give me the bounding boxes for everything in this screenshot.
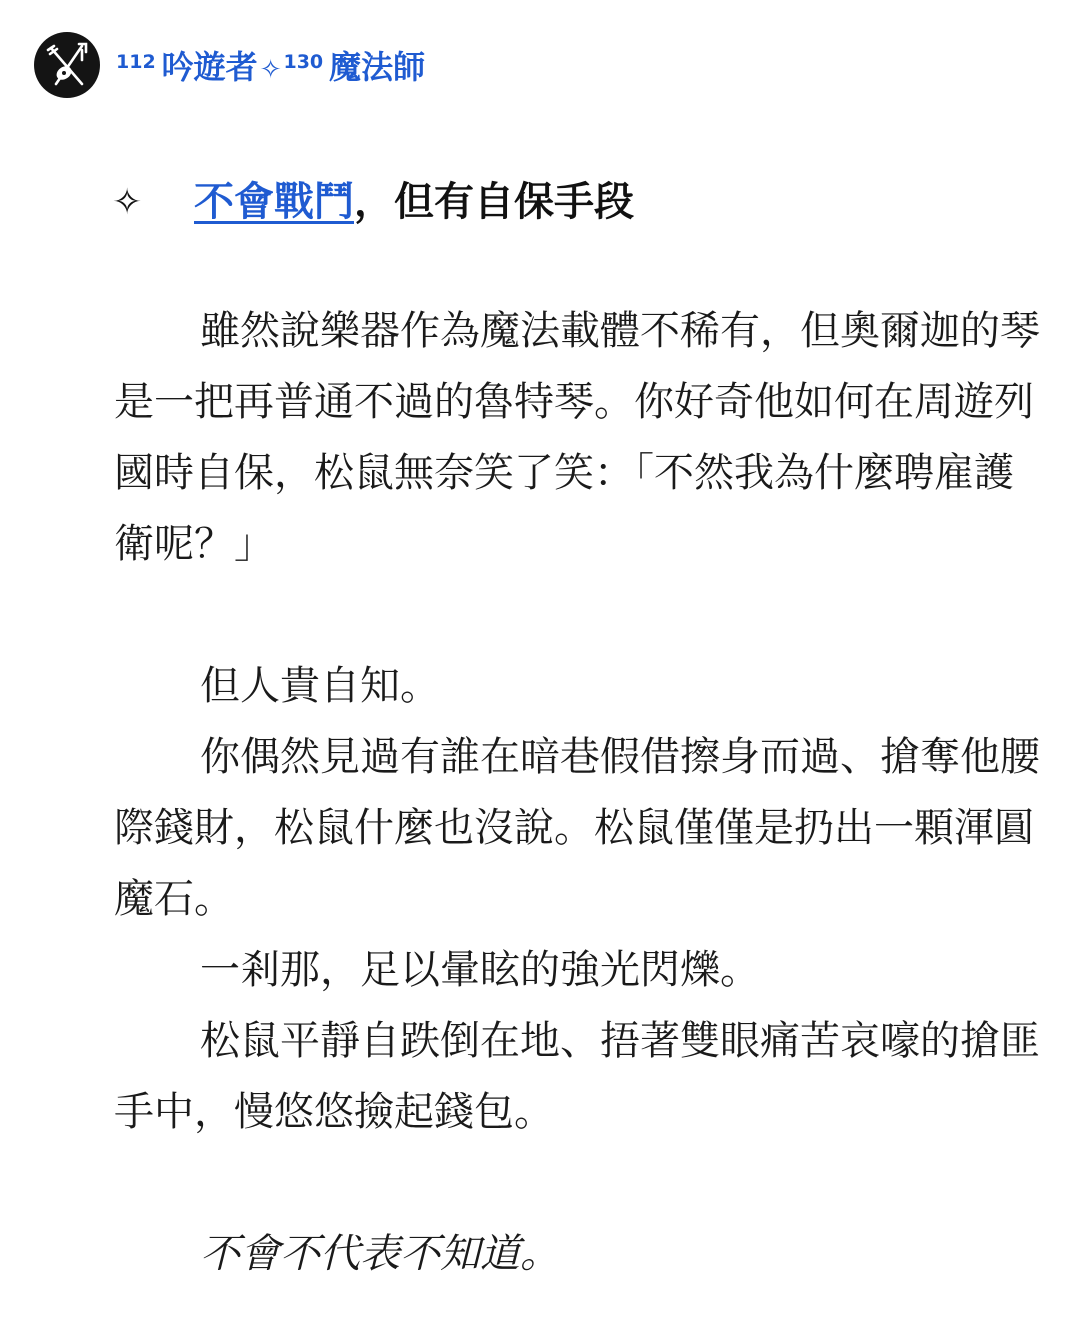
user-tags — [116, 42, 425, 88]
post-header — [34, 32, 425, 98]
paragraph: 你偶然見過有誰在暗巷假借擦身而過、搶奪他腰際錢財，松鼠什麼也沒說。松鼠僅僅是扔出一顆渾圓魔石。 — [114, 734, 1040, 922]
post-body — [114, 296, 1044, 1290]
sparkle-icon: ✧ — [112, 181, 143, 223]
tag-number: 130 — [283, 51, 324, 73]
section-heading — [112, 166, 634, 230]
sparkle-icon: ✧ — [259, 55, 282, 85]
tag-number: 112 — [116, 51, 156, 73]
paragraph: 一剎那，足以暈眩的強光閃爍。 — [200, 947, 760, 993]
tag-label[interactable]: 魔法師 — [329, 48, 426, 86]
heading-link[interactable]: 不會戰鬥 — [194, 178, 354, 225]
heading-text: ，但有自保手段 — [354, 178, 634, 225]
closing-line: 不會不代表不知道。 — [200, 1231, 560, 1277]
tag-label[interactable]: 吟遊者 — [161, 48, 258, 86]
paragraph: 但人貴自知。 — [200, 663, 440, 709]
paragraph: 雖然說樂器作為魔法載體不稀有，但奧爾迦的琴是一把再普通不過的魯特琴。你好奇他如何在周遊列國時自保，松鼠無奈笑了笑：「不然我為什麼聘雇護衛呢？」 — [114, 308, 1040, 567]
avatar[interactable] — [34, 32, 100, 98]
instrument-emblem-icon — [42, 40, 92, 90]
paragraph: 松鼠平靜自跌倒在地、捂著雙眼痛苦哀嚎的搶匪手中，慢悠悠撿起錢包。 — [114, 1018, 1040, 1135]
